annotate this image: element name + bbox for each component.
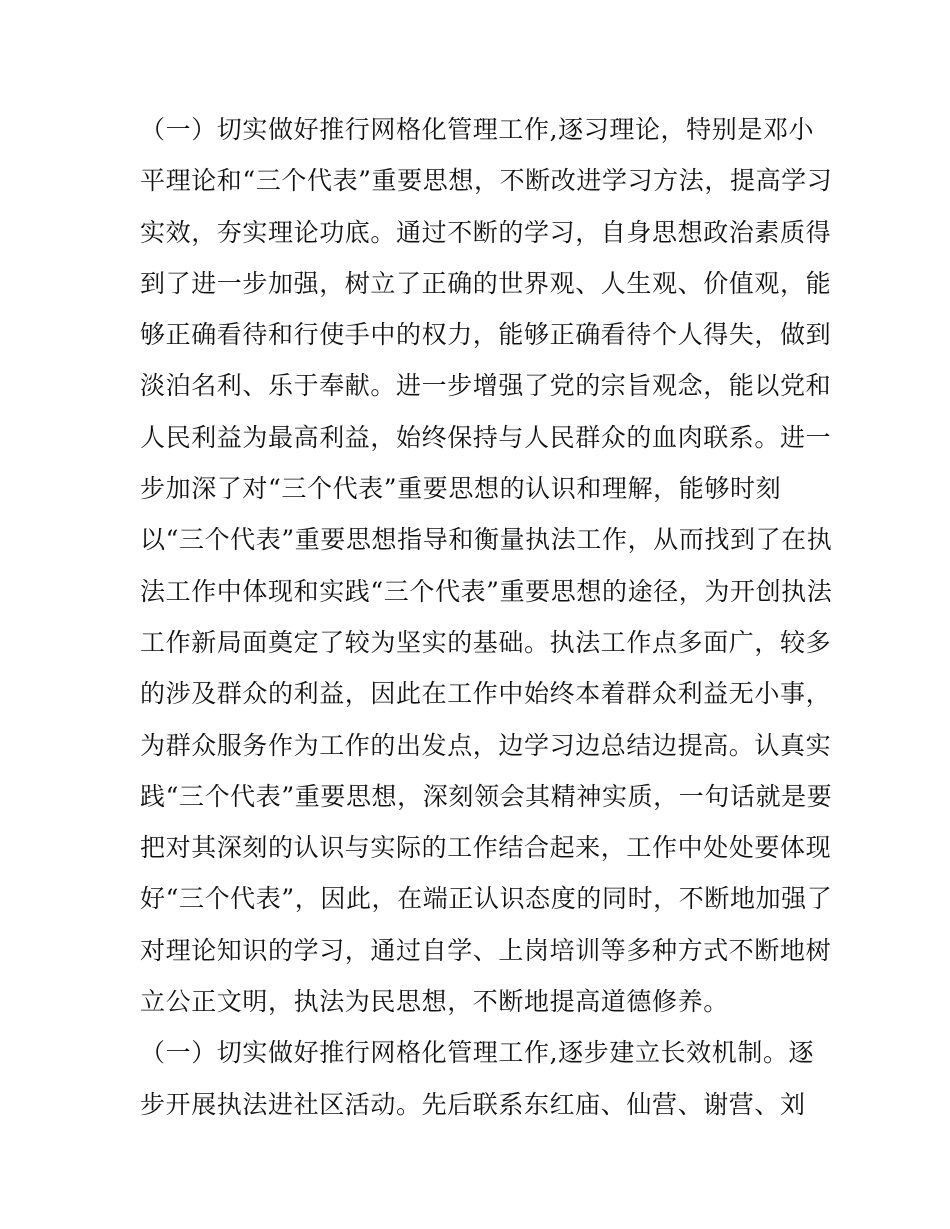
text-line: 法工作中体现和实践“三个代表”重要思想的途径，为开创执法 [140, 576, 833, 606]
text-line: 的涉及群众的利益，因此在工作中始终本着群众利益无小事， [140, 679, 832, 709]
text-line: 人民利益为最高利益，始终保持与人民群众的血肉联系。进一 [140, 422, 832, 452]
text-line: 工作新局面奠定了较为坚实的基础。执法工作点多面广，较多 [140, 627, 832, 657]
text-line: 淡泊名利、乐于奉献。进一步增强了党的宗旨观念，能以党和 [140, 371, 832, 401]
body-text [140, 104, 833, 1130]
text-line: （一）切实做好推行网格化管理工作,逐习理论，特别是邓小 [140, 115, 815, 144]
text-line: 为群众服务作为工作的出发点，边学习边总结边提高。认真实 [140, 730, 832, 760]
text-line: 对理论知识的学习，通过自学、上岗培训等多种方式不断地树 [140, 935, 832, 965]
text-line: 把对其深刻的认识与实际的工作结合起来，工作中处处要体现 [140, 833, 832, 863]
text-line: 平理论和“三个代表”重要思想，不断改进学习方法，提高学习 [140, 166, 833, 196]
text-line: 步加深了对“三个代表”重要思想的认识和理解，能够时刻 [140, 474, 782, 504]
text-line: 好“三个代表”，因此，在端正认识态度的同时，不断地加强了 [140, 884, 833, 914]
text-line: 到了进一步加强，树立了正确的世界观、人生观、价值观，能 [140, 268, 832, 298]
text-line: 以“三个代表”重要思想指导和衡量执法工作，从而找到了在执 [140, 525, 833, 555]
text-line: 立公正文明，执法为民思想，不断地提高道德修养。 [140, 987, 729, 1017]
text-line: 够正确看待和行使手中的权力，能够正确看待个人得失，做到 [140, 320, 832, 350]
text-line: （一）切实做好推行网格化管理工作,逐步建立长效机制。逐 [140, 1038, 815, 1068]
text-line: 践“三个代表”重要思想，深刻领会其精神实质，一句话就是要 [140, 781, 833, 811]
text-line: 实效，夯实理论功底。通过不断的学习，自身思想政治素质得 [140, 217, 832, 247]
text-line: 步开展执法进社区活动。先后联系东红庙、仙营、谢营、刘 [140, 1089, 806, 1119]
